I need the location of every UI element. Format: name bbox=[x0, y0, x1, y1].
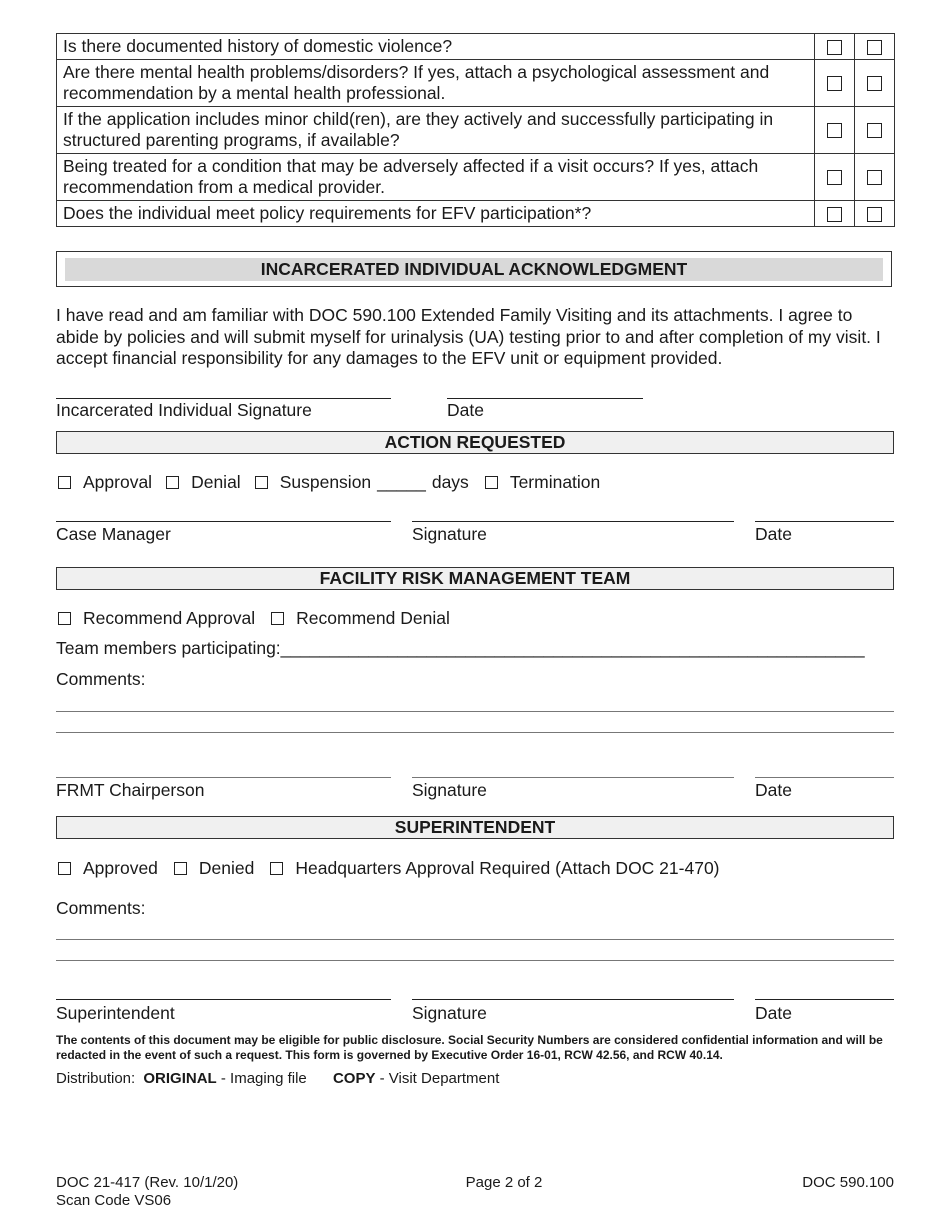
question-row bbox=[57, 60, 895, 107]
signature-label: Signature bbox=[412, 524, 487, 544]
days-label: days bbox=[431, 472, 469, 492]
team-members-field[interactable]: Team members participating:____________________________________________________________ bbox=[56, 638, 865, 658]
yes-checkbox[interactable] bbox=[827, 123, 842, 138]
signature-line bbox=[412, 999, 734, 1000]
case-manager-label: Case Manager bbox=[56, 524, 171, 544]
frmt-chair-label: FRMT Chairperson bbox=[56, 780, 205, 800]
question-text: If the application includes minor child(ren), are they actively and successfully participating in structured parenting programs, if available? bbox=[57, 107, 815, 154]
recommend-denial-label: Recommend Denial bbox=[296, 608, 450, 628]
approval-checkbox[interactable] bbox=[58, 476, 71, 489]
suspension-label: Suspension bbox=[279, 472, 372, 492]
incarcerated-signature-label: Incarcerated Individual Signature bbox=[56, 400, 312, 420]
question-row bbox=[57, 201, 895, 227]
question-row bbox=[57, 154, 895, 201]
signature-line bbox=[412, 777, 734, 778]
no-checkbox[interactable] bbox=[867, 123, 882, 138]
form-number: DOC 21-417 (Rev. 10/1/20) bbox=[56, 1174, 239, 1191]
screening-questions-table bbox=[56, 33, 895, 227]
action-requested-header: ACTION REQUESTED bbox=[56, 431, 894, 454]
distribution-original-dest: - Imaging file bbox=[220, 1070, 307, 1087]
comments-line[interactable] bbox=[56, 939, 894, 940]
recommend-approval-checkbox[interactable] bbox=[58, 612, 71, 625]
recommend-approval-label: Recommend Approval bbox=[83, 608, 256, 628]
comments-line[interactable] bbox=[56, 732, 894, 733]
date-line bbox=[755, 521, 894, 522]
acknowledgment-header bbox=[56, 251, 892, 287]
yes-checkbox[interactable] bbox=[827, 207, 842, 222]
distribution-copy: COPY bbox=[332, 1070, 376, 1087]
distribution-copy-dest: - Visit Department bbox=[379, 1070, 500, 1087]
hq-approval-checkbox[interactable] bbox=[270, 862, 283, 875]
no-checkbox[interactable] bbox=[867, 170, 882, 185]
frmt-header: FACILITY RISK MANAGEMENT TEAM bbox=[56, 567, 894, 590]
frmt-options bbox=[58, 608, 450, 629]
signature-line bbox=[56, 398, 391, 399]
approved-checkbox[interactable] bbox=[58, 862, 71, 875]
no-checkbox[interactable] bbox=[867, 76, 882, 91]
date-label: Date bbox=[447, 400, 484, 420]
acknowledgment-title: INCARCERATED INDIVIDUAL ACKNOWLEDGMENT bbox=[65, 258, 883, 281]
suspension-days-field[interactable]: _____ bbox=[377, 472, 426, 492]
distribution-prefix: Distribution: bbox=[56, 1070, 136, 1087]
denied-label: Denied bbox=[198, 858, 255, 878]
date-label: Date bbox=[755, 1003, 792, 1023]
denial-label: Denial bbox=[191, 472, 241, 492]
denial-checkbox[interactable] bbox=[166, 476, 179, 489]
question-row bbox=[57, 34, 895, 60]
action-options bbox=[58, 472, 600, 493]
distribution-line bbox=[56, 1070, 499, 1088]
date-label: Date bbox=[755, 524, 792, 544]
signature-label: Signature bbox=[412, 780, 487, 800]
denied-checkbox[interactable] bbox=[174, 862, 187, 875]
question-text: Being treated for a condition that may be adversely affected if a visit occurs? If yes, attach recommendation from a medical provider. bbox=[57, 154, 815, 201]
scan-code: Scan Code VS06 bbox=[56, 1192, 172, 1209]
acknowledgment-statement: I have read and am familiar with DOC 590.100 Extended Family Visiting and its attachments. I agree to abide by policies and will submit myself for urinalysis (UA) testing prior to and after completion of my visit. I accept financial responsibility for any damages to the EFV unit or equipment provided. bbox=[56, 305, 881, 368]
question-text: Does the individual meet policy requirements for EFV participation*? bbox=[57, 201, 815, 227]
termination-checkbox[interactable] bbox=[485, 476, 498, 489]
question-text: Is there documented history of domestic violence? bbox=[57, 34, 815, 60]
recommend-denial-checkbox[interactable] bbox=[271, 612, 284, 625]
suspension-checkbox[interactable] bbox=[255, 476, 268, 489]
comments-line[interactable] bbox=[56, 711, 894, 712]
yes-checkbox[interactable] bbox=[827, 40, 842, 55]
date-line bbox=[755, 999, 894, 1000]
superintendent-line bbox=[56, 999, 391, 1000]
yes-checkbox[interactable] bbox=[827, 170, 842, 185]
page-number: Page 2 of 2 bbox=[465, 1174, 543, 1191]
comments-line[interactable] bbox=[56, 960, 894, 961]
approval-label: Approval bbox=[83, 472, 153, 492]
yes-checkbox[interactable] bbox=[827, 76, 842, 91]
no-checkbox[interactable] bbox=[867, 40, 882, 55]
superintendent-label: Superintendent bbox=[56, 1003, 175, 1023]
date-line bbox=[755, 777, 894, 778]
policy-number: DOC 590.100 bbox=[802, 1174, 894, 1191]
termination-label: Termination bbox=[509, 472, 601, 492]
disclosure-notice: The contents of this document may be eligible for public disclosure. Social Security Numbers are considered confidential information and will be redacted in the event of such a request. This form is governed by Executive Order 16-01, RCW 42.56, and RCW 40.14. bbox=[56, 1033, 883, 1062]
superintendent-options bbox=[58, 858, 720, 879]
question-text: Are there mental health problems/disorders? If yes, attach a psychological assessment and recommendation by a mental health professional. bbox=[57, 60, 815, 107]
no-checkbox[interactable] bbox=[867, 207, 882, 222]
signature-line bbox=[412, 521, 734, 522]
distribution-original: ORIGINAL bbox=[143, 1070, 217, 1087]
approved-label: Approved bbox=[83, 858, 158, 878]
superintendent-comments-label: Comments: bbox=[56, 898, 146, 918]
date-label: Date bbox=[755, 780, 792, 800]
superintendent-header: SUPERINTENDENT bbox=[56, 816, 894, 839]
date-line bbox=[447, 398, 643, 399]
frmt-comments-label: Comments: bbox=[56, 669, 146, 689]
signature-label: Signature bbox=[412, 1003, 487, 1023]
case-manager-line bbox=[56, 521, 391, 522]
hq-approval-label: Headquarters Approval Required (Attach DOC 21-470) bbox=[295, 858, 720, 878]
question-row bbox=[57, 107, 895, 154]
chair-line bbox=[56, 777, 391, 778]
